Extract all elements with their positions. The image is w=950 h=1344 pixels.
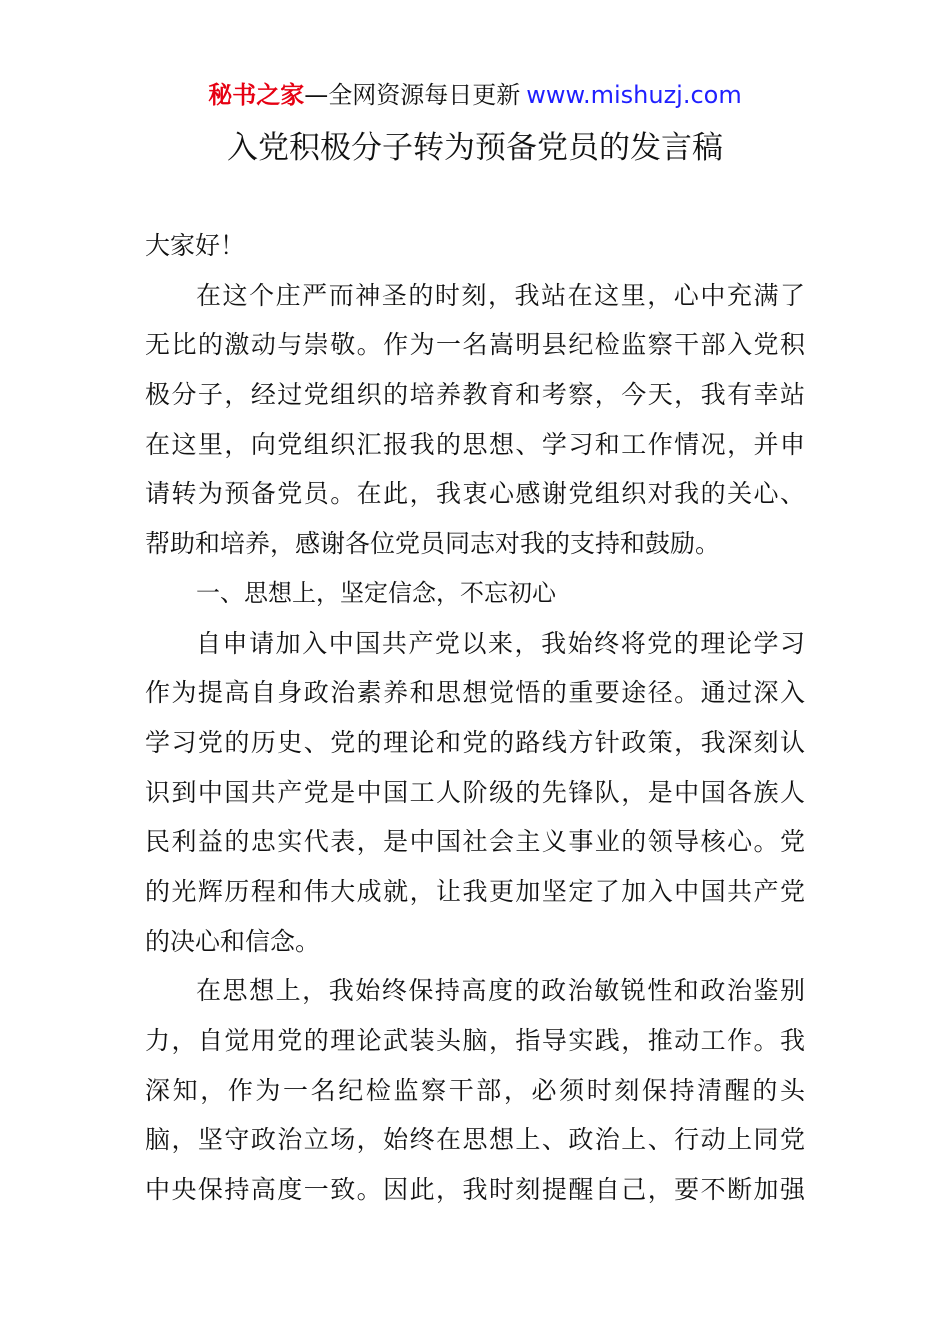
paragraph-line: 无比的激动与崇敬。作为一名嵩明县纪检监察干部入党积 <box>145 330 805 360</box>
paragraph-line: 在这个庄严而神圣的时刻，我站在这里，心中充满了 <box>196 280 805 310</box>
paragraph-line: 请转为预备党员。在此，我衷心感谢党组织对我的关心、 <box>145 479 805 509</box>
paragraph-line: 民利益的忠实代表，是中国社会主义事业的领导核心。党 <box>145 827 805 857</box>
document-title: 入党积极分子转为预备党员的发言稿 <box>227 130 723 166</box>
site-tagline: —全网资源每日更新 <box>304 81 521 109</box>
paragraph-line: 极分子，经过党组织的培养教育和考察，今天，我有幸站 <box>145 380 805 410</box>
document-body <box>145 221 805 1215</box>
site-header <box>0 78 950 112</box>
greeting-paragraph <box>145 221 805 271</box>
paragraph-line: 学习党的历史、党的理论和党的路线方针政策，我深刻认 <box>145 727 805 757</box>
paragraph-thought <box>145 966 805 1214</box>
paragraph-line: 识到中国共产党是中国工人阶级的先锋队，是中国各族人 <box>145 777 805 807</box>
paragraph-line: 在这里，向党组织汇报我的思想、学习和工作情况，并申 <box>145 429 805 459</box>
paragraph-line: 的决心和信念。 <box>145 926 321 956</box>
paragraph-line: 帮助和培养，感谢各位党员同志对我的支持和鼓励。 <box>145 529 721 559</box>
section-heading-1 <box>145 569 805 619</box>
paragraph-line: 中央保持高度一致。因此，我时刻提醒自己，要不断加强 <box>145 1175 805 1205</box>
greeting: 大家好！ <box>145 231 246 260</box>
site-brand: 秘书之家 <box>208 81 305 109</box>
paragraph-study <box>145 619 805 967</box>
paragraph-intro <box>145 271 805 569</box>
paragraph-line: 自申请加入中国共产党以来，我始终将党的理论学习 <box>196 628 805 658</box>
paragraph-line: 作为提高自身政治素养和思想觉悟的重要途径。通过深入 <box>145 678 805 708</box>
paragraph-line: 在思想上，我始终保持高度的政治敏锐性和政治鉴别 <box>196 976 805 1006</box>
paragraph-line: 脑，坚守政治立场，始终在思想上、政治上、行动上同党 <box>145 1125 805 1155</box>
section-heading: 一、思想上，坚定信念，不忘初心 <box>196 578 556 607</box>
paragraph-line: 力，自觉用党的理论武装头脑，指导实践，推动工作。我 <box>145 1026 805 1055</box>
paragraph-line: 的光辉历程和伟大成就，让我更加坚定了加入中国共产党 <box>145 876 805 906</box>
paragraph-line: 深知，作为一名纪检监察干部，必须时刻保持清醒的头 <box>145 1075 805 1105</box>
site-url: www.mishuzj.com <box>526 81 742 109</box>
